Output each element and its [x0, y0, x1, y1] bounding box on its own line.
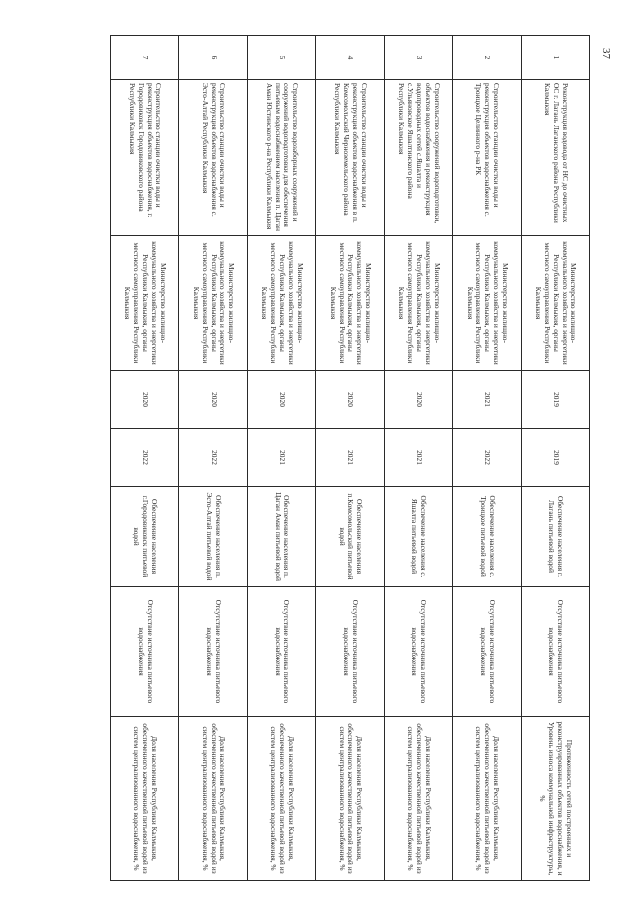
expected-result: Обеспечение населения п. Цаган Аман питьевой водой — [247, 487, 315, 587]
target-indicator: Доля населения Республики Калмыкия, обеспеченного качественной питьевой водой из систем централизованного водоснабжения, % — [453, 717, 521, 881]
activities-table — [110, 35, 590, 881]
page-number: 37 — [600, 48, 612, 59]
table-row — [179, 36, 247, 881]
table-row — [453, 36, 521, 881]
row-number: 7 — [111, 36, 179, 80]
rotated-table-container — [110, 35, 590, 880]
start-year: 2020 — [247, 371, 315, 429]
row-number: 4 — [316, 36, 384, 80]
start-year: 2020 — [384, 371, 452, 429]
activity-title: Строительство сооружений водоподготовки, объектов водоснабжения и реконструкция водопроводных сетей с.Яшалта и с.Ульяновское Яшалтинского района Республики Калмыкия — [384, 80, 452, 236]
start-year: 2021 — [453, 371, 521, 429]
target-indicator: Доля населения Республики Калмыкия, обеспеченного качественной питьевой водой из систем централизованного водоснабжения, % — [111, 717, 179, 881]
table-row — [521, 36, 589, 881]
expected-result: Обеспечение населения с. Троицкое питьевой водой — [453, 487, 521, 587]
target-indicator: Доля населения Республики Калмыкия, обеспеченного качественной питьевой водой из систем централизованного водоснабжения, % — [384, 717, 452, 881]
expected-result: Обеспечение населения п.Комсомольский питьевой водой — [316, 487, 384, 587]
table-row — [384, 36, 452, 881]
end-year: 2022 — [179, 429, 247, 487]
responsible-executor: Министерство жилищно-коммунального хозяйства и энергетики Республики Калмыкия, органы местного самоуправления Республики Калмыкия — [247, 236, 315, 371]
end-year: 2021 — [316, 429, 384, 487]
row-number: 2 — [453, 36, 521, 80]
target-indicator: Протяженность сетей построенных и реконструированных объектов водоснабжения, и Уровень износа коммунальной инфраструктуры, % — [521, 717, 589, 881]
consequence-of-non-implementation: Отсутствие источника питьевого водоснабжения — [384, 587, 452, 717]
start-year: 2020 — [179, 371, 247, 429]
activity-title: Строительство станции очистки воды и реконструкция объектов водоснабжения с. Эсто-Алтай Республики Калмыкия — [179, 80, 247, 236]
end-year: 2021 — [384, 429, 452, 487]
activity-title: Строительство станции очистки воды и реконструкция объектов водоснабжения с. Троицкое Целинного р-на РК — [453, 80, 521, 236]
responsible-executor: Министерство жилищно-коммунального хозяйства и энергетики Республики Калмыкия, органы местного самоуправления Республики Калмыкия — [111, 236, 179, 371]
start-year: 2020 — [111, 371, 179, 429]
expected-result: Обеспечение населения г. Лагань питьевой водой — [521, 487, 589, 587]
consequence-of-non-implementation: Отсутствие источника питьевого водоснабжения — [521, 587, 589, 717]
expected-result: Обеспечение населения п. Эсто-Алтай питьевой водой — [179, 487, 247, 587]
end-year: 2019 — [521, 429, 589, 487]
responsible-executor: Министерство жилищно-коммунального хозяйства и энергетики Республики Калмыкия, органы местного самоуправления Республики Калмыкия — [316, 236, 384, 371]
table-row — [316, 36, 384, 881]
start-year: 2019 — [521, 371, 589, 429]
consequence-of-non-implementation: Отсутствие источника питьевого водоснабжения — [111, 587, 179, 717]
responsible-executor: Министерство жилищно-коммунального хозяйства и энергетики Республики Калмыкия, органы местного самоуправления Республики Калмыкия — [384, 236, 452, 371]
start-year: 2020 — [316, 371, 384, 429]
row-number: 3 — [384, 36, 452, 80]
row-number: 1 — [521, 36, 589, 80]
activity-title: Строительство водозаборных сооружений и сооружений водоподготовки для обеспечения питьевым водоснабжением населения п. Цаган Аман Юстинского р-на Республики Калмыкия — [247, 80, 315, 236]
target-indicator: Доля населения Республики Калмыкия, обеспеченного качественной питьевой водой из систем централизованного водоснабжения, % — [316, 717, 384, 881]
consequence-of-non-implementation: Отсутствие источника питьевого водоснабжения — [247, 587, 315, 717]
responsible-executor: Министерство жилищно-коммунального хозяйства и энергетики Республики Калмыкия, органы местного самоуправления Республики Калмыкия — [521, 236, 589, 371]
row-number: 6 — [179, 36, 247, 80]
consequence-of-non-implementation: Отсутствие источника питьевого водоснабжения — [179, 587, 247, 717]
responsible-executor: Министерство жилищно-коммунального хозяйства и энергетики Республики Калмыкия, органы местного самоуправления Республики Калмыкия — [179, 236, 247, 371]
activity-title: Реконструкция водовода от НС до очистных ОС г. Лагань Лаганского района Республики Калмыкия — [521, 80, 589, 236]
table-row — [247, 36, 315, 881]
end-year: 2022 — [453, 429, 521, 487]
row-number: 5 — [247, 36, 315, 80]
consequence-of-non-implementation: Отсутствие источника питьевого водоснабжения — [453, 587, 521, 717]
consequence-of-non-implementation: Отсутствие источника питьевого водоснабжения — [316, 587, 384, 717]
expected-result: Обеспечение населения с. Яшалта питьевой водой — [384, 487, 452, 587]
end-year: 2022 — [111, 429, 179, 487]
target-indicator: Доля населения Республики Калмыкия, обеспеченного качественной питьевой водой из систем централизованного водоснабжения, % — [247, 717, 315, 881]
end-year: 2021 — [247, 429, 315, 487]
activity-title: Строительство станции очистки воды и реконструкция объектов водоснабжения, г. Городовиковск Городовиковского района Республики Калмыкия — [111, 80, 179, 236]
activity-title: Строительство станции очистки воды и реконструкция объектов водоснабжения в п. Комсомольский Черноземельского района Республики Калмыкия — [316, 80, 384, 236]
target-indicator: Доля населения Республики Калмыкия, обеспеченного качественной питьевой водой из систем централизованного водоснабжения, % — [179, 717, 247, 881]
expected-result: Обеспечение населения г.Городовиковск питьевой водой — [111, 487, 179, 587]
table-row — [111, 36, 179, 881]
responsible-executor: Министерство жилищно-коммунального хозяйства и энергетики Республики Калмыкия, органы местного самоуправления Республики Калмыкия — [453, 236, 521, 371]
